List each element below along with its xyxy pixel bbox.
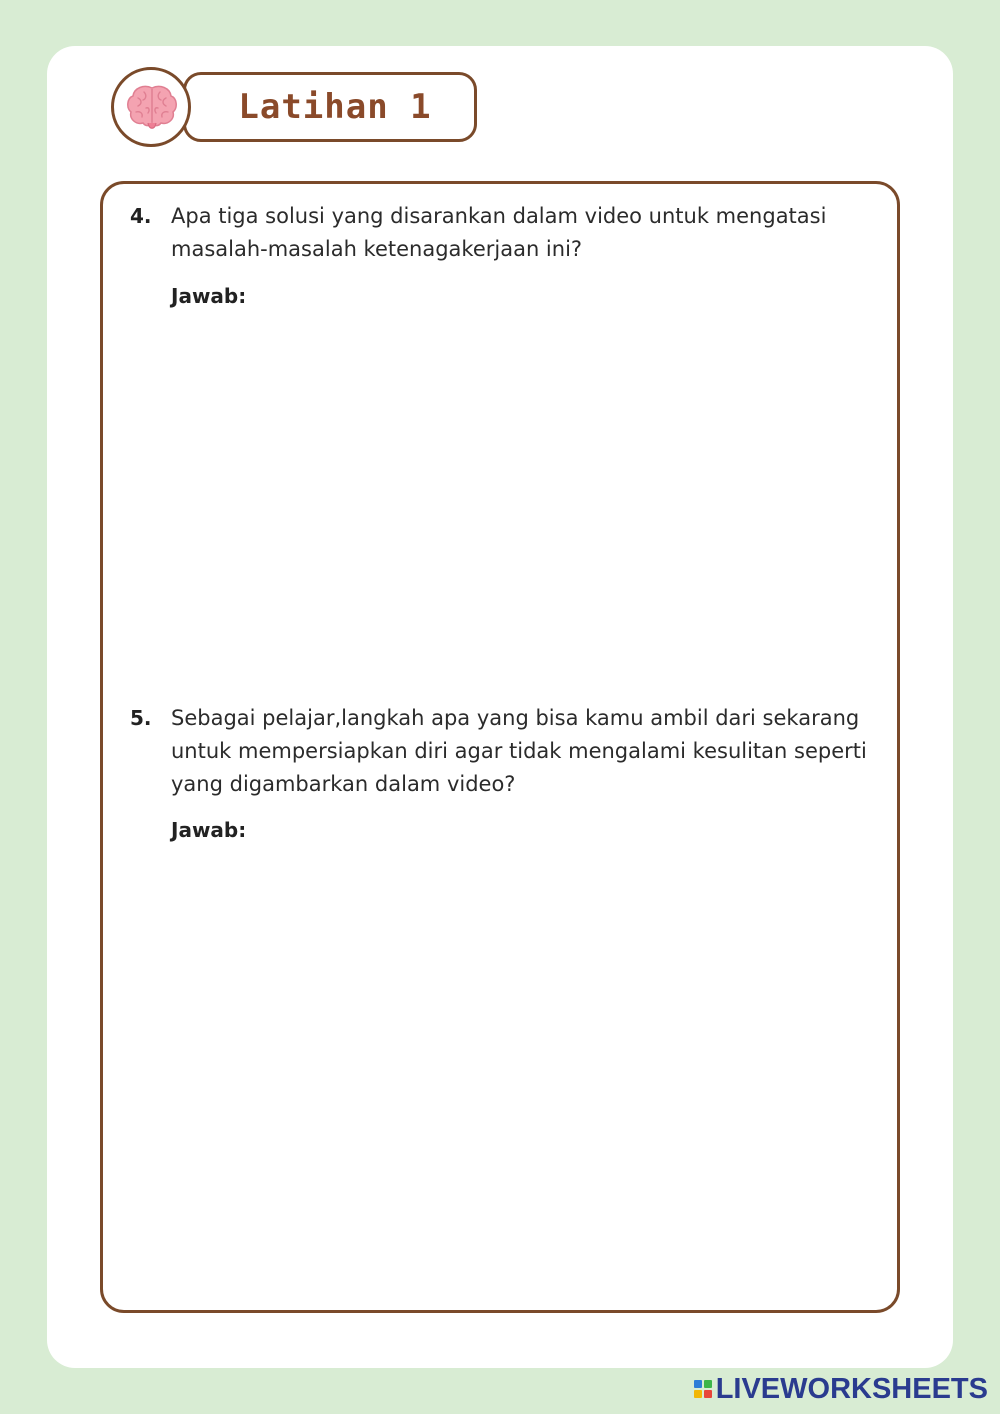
question-number: 5. (130, 706, 152, 730)
answer-label: Jawab: (171, 818, 247, 842)
question-line: masalah-masalah ketenagakerjaan ini? (171, 237, 583, 261)
question-text (171, 702, 891, 801)
brand-name: LIVEWORKSHEETS (715, 1372, 988, 1405)
question-line: yang digambarkan dalam video? (171, 772, 516, 796)
answer-label: Jawab: (171, 284, 247, 308)
question-line: Apa tiga solusi yang disarankan dalam video untuk mengatasi (171, 204, 827, 228)
question-number: 4. (130, 204, 152, 228)
brain-icon (124, 82, 180, 134)
page-title: Latihan 1 (238, 87, 432, 127)
question-text (171, 200, 891, 266)
brain-badge (111, 67, 191, 147)
question-line: untuk mempersiapkan diri agar tidak mengalami kesulitan seperti (171, 739, 867, 763)
question-line: Sebagai pelajar,langkah apa yang bisa kamu ambil dari sekarang (171, 706, 860, 730)
liveworksheets-logo (694, 1374, 988, 1404)
logo-grid-icon (694, 1380, 712, 1398)
